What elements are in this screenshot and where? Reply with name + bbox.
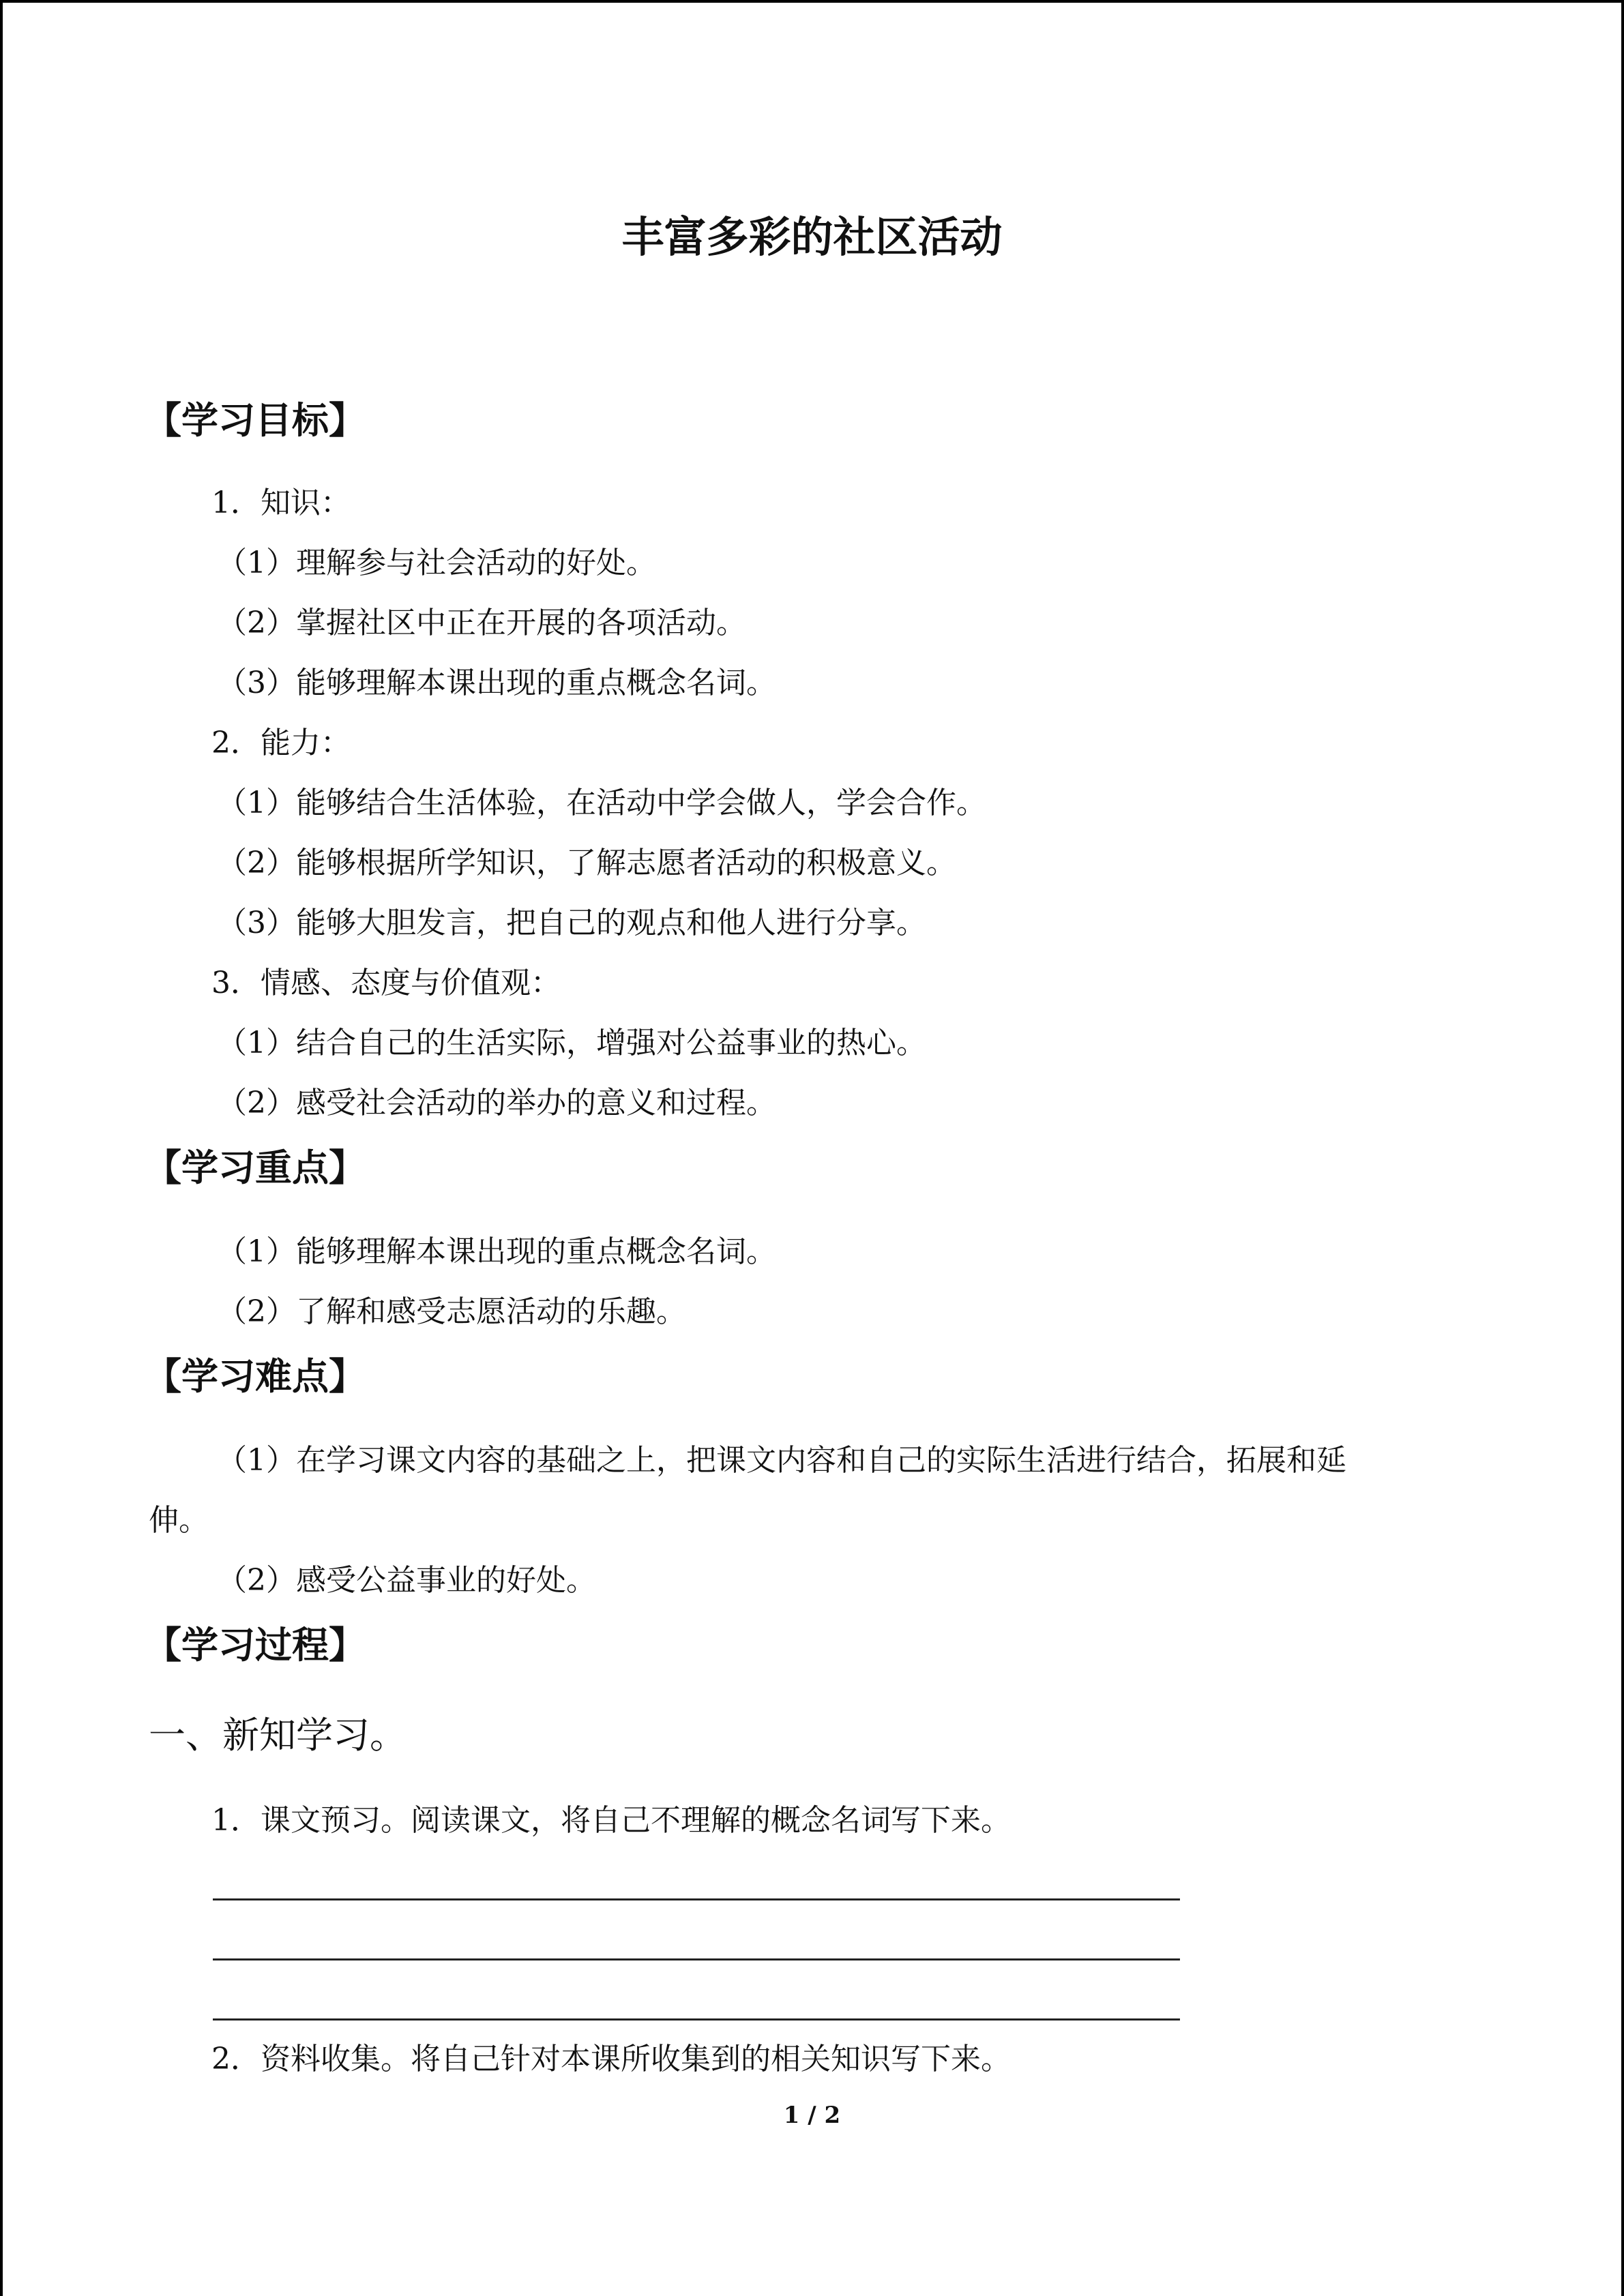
answer-blank-line-3[interactable] xyxy=(213,2018,1180,2021)
difficulty-1-line-1: （1）在学习课文内容的基础之上，把课文内容和自己的实际生活进行结合，拓展和延 xyxy=(217,1443,1346,1478)
section-heading-difficulties: 【学习难点】 xyxy=(145,1355,366,1398)
answer-blank-line-1[interactable] xyxy=(213,1898,1180,1900)
knowledge-item-2: （2）掌握社区中正在开展的各项活动。 xyxy=(217,606,746,640)
difficulty-1-line-2: 伸。 xyxy=(149,1503,209,1538)
section-heading-key-points: 【学习重点】 xyxy=(145,1146,366,1189)
ability-item-2: （2）能够根据所学知识，了解志愿者活动的积极意义。 xyxy=(217,846,956,880)
page-title: 丰富多彩的社区活动 xyxy=(621,212,1003,262)
answer-blank-line-2[interactable] xyxy=(213,1958,1180,1960)
key-point-2: （2）了解和感受志愿活动的乐趣。 xyxy=(217,1294,686,1329)
ability-label: 2．能力： xyxy=(211,726,351,760)
knowledge-label: 1．知识： xyxy=(211,486,351,520)
ability-item-3: （3）能够大胆发言，把自己的观点和他人进行分享。 xyxy=(217,906,926,940)
ability-item-1: （1）能够结合生活体验，在活动中学会做人，学会合作。 xyxy=(217,786,986,820)
task-2: 2．资料收集。将自己针对本课所收集到的相关知识写下来。 xyxy=(211,2042,1011,2076)
key-point-1: （1）能够理解本课出现的重点概念名词。 xyxy=(217,1234,776,1269)
knowledge-item-3: （3）能够理解本课出现的重点概念名词。 xyxy=(217,666,776,700)
knowledge-item-1: （1）理解参与社会活动的好处。 xyxy=(217,546,656,580)
emotion-item-1: （1）结合自己的生活实际，增强对公益事业的热心。 xyxy=(217,1026,926,1060)
emotion-item-2: （2）感受社会活动的举办的意义和过程。 xyxy=(217,1086,776,1120)
section-heading-process: 【学习过程】 xyxy=(145,1624,366,1667)
difficulty-2: （2）感受公益事业的好处。 xyxy=(217,1563,596,1598)
section-heading-objectives: 【学习目标】 xyxy=(145,399,366,442)
part-title-new-knowledge: 一、新知学习。 xyxy=(149,1714,407,1757)
task-1: 1．课文预习。阅读课文，将自己不理解的概念名词写下来。 xyxy=(211,1803,1011,1838)
emotion-label: 3．情感、态度与价值观： xyxy=(211,966,561,1000)
page-number: 1 / 2 xyxy=(783,2102,841,2129)
